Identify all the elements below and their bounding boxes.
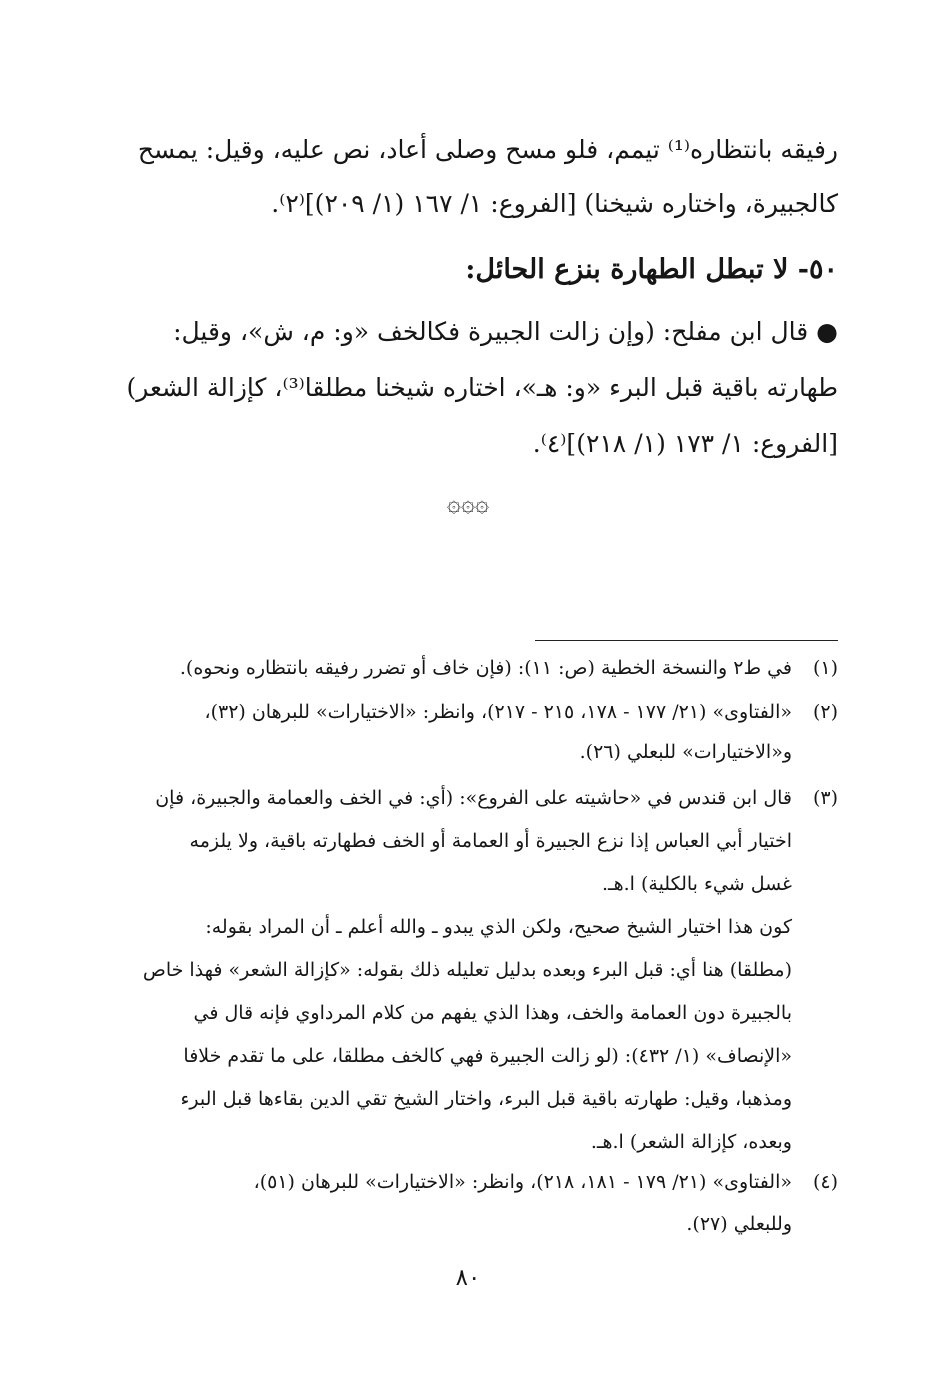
footnote-number: (٤) bbox=[812, 1171, 838, 1193]
section-text-line: ● قال ابن مفلح: (وإن زالت الجبيرة فكالخف «و: م، ش»، وقيل: bbox=[173, 317, 838, 346]
footnote-line: «الفتاوى» (٢١/ ١٧٩ - ١٨١، ٢١٨)، وانظر: «الاختيارات» للبرهان (٥١)، bbox=[253, 1171, 792, 1193]
footnote-line: اختيار أبي العباس إذا نزع الجبيرة أو العمامة أو الخف فطهارته باقية، ولا يلزمه bbox=[189, 830, 792, 852]
footnote-separator bbox=[535, 640, 838, 641]
footnote-number: (١) bbox=[812, 657, 838, 679]
footnote-line: و«الاختيارات» للبعلي (٢٦). bbox=[579, 741, 792, 763]
page-number: ٨٠ bbox=[455, 1265, 481, 1291]
footnote-line: في ط٢ والنسخة الخطية (ص: ١١): (فإن خاف أو تضرر رفيقه بانتظاره ونحوه). bbox=[179, 657, 792, 679]
footnote-line: قال ابن قندس في «حاشيته على الفروع»: (أي: في الخف والعمامة والجبيرة، فإن bbox=[155, 787, 792, 809]
main-text-line: كالجبيرة، واختاره شيخنا) [الفروع: ١/ ١٦٧ (١/ ٢٠٩)]⁽٢⁾. bbox=[271, 189, 838, 218]
ornament-divider: ۞۞۞ bbox=[446, 489, 490, 517]
footnote-line: بالجبيرة دون العمامة والخف، وهذا الذي يفهم من كلام المرداوي فإنه قال في bbox=[193, 1002, 792, 1024]
footnote-line: غسل شيء بالكلية) ا.هـ. bbox=[601, 873, 792, 895]
footnote-line: «الإنصاف» (١/ ٤٣٢): (لو زالت الجبيرة فهي كالخف مطلقا، على ما تقدم خلافا bbox=[183, 1045, 792, 1067]
main-text-line: رفيقه بانتظاره⁽¹⁾ تيمم، فلو مسح وصلى أعاد، نص عليه، وقيل: يمسح bbox=[137, 135, 838, 164]
footnote-line: (مطلقا) هنا أي: قبل البرء وبعده بدليل تعليله ذلك بقوله: «كإزالة الشعر» فهذا خاص bbox=[142, 959, 792, 981]
section-heading: ٥٠- لا تبطل الطهارة بنزع الحائل: bbox=[465, 254, 838, 285]
footnote-line: وبعده، كإزالة الشعر) ا.هـ. bbox=[590, 1131, 792, 1153]
footnote-number: (٣) bbox=[812, 787, 838, 809]
section-text-line: [الفروع: ١/ ١٧٣ (١/ ٢١٨)]⁽٤⁾. bbox=[532, 429, 838, 458]
footnote-line: «الفتاوى» (٢١/ ١٧٧ - ١٧٨، ٢١٥ - ٢١٧)، وانظر: «الاختيارات» للبرهان (٣٢)، bbox=[204, 701, 792, 723]
footnote-line: كون هذا اختيار الشيخ صحيح، ولكن الذي يبدو ـ والله أعلم ـ أن المراد بقوله: bbox=[205, 916, 792, 938]
footnote-line: وللبعلي (٢٧). bbox=[686, 1213, 792, 1235]
footnote-line: ومذهبا، وقيل: طهارته باقية قبل البرء، واختار الشيخ تقي الدين بقاءها قبل البرء bbox=[180, 1088, 792, 1110]
section-text-line: طهارته باقية قبل البرء «و: هـ»، اختاره شيخنا مطلقا⁽³⁾، كإزالة الشعر) bbox=[126, 373, 838, 402]
footnote-number: (٢) bbox=[812, 701, 838, 723]
